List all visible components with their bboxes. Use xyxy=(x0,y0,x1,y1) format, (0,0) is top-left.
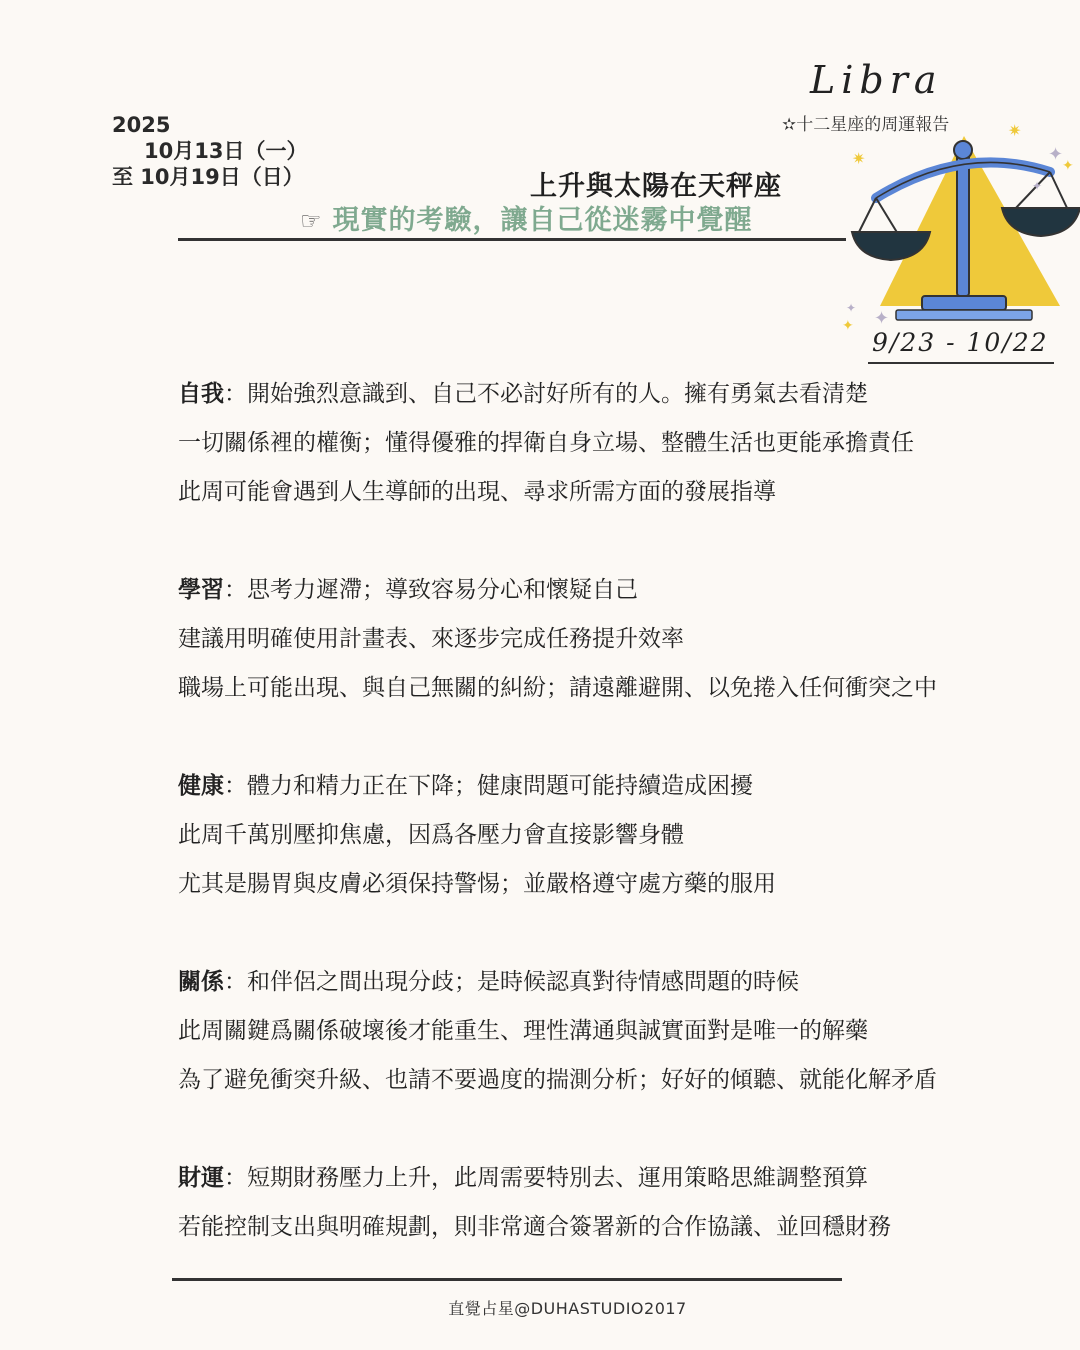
pointing-hand-icon: ☞ xyxy=(300,207,323,235)
sparkle-icon: ✦ xyxy=(842,318,854,334)
section-health xyxy=(178,762,1058,909)
sparkle-icon: ✷ xyxy=(1008,121,1022,140)
section-line: 建議用明確使用計畫表、來逐步完成任務提升效率 xyxy=(178,626,684,652)
forecast-content xyxy=(178,370,1058,1301)
section-label: 關係 xyxy=(178,969,224,995)
section-line xyxy=(178,762,1058,811)
section-line: 此周千萬別壓抑焦慮，因爲各壓力會直接影響身體 xyxy=(178,822,684,848)
sparkle-icon: ✷ xyxy=(852,149,866,168)
section-line: 一切關係裡的權衡；懂得優雅的捍衛自身立場、整體生活也更能承擔責任 xyxy=(178,430,914,456)
date-range: 9/23 - 10/22 xyxy=(872,328,1049,357)
section-line xyxy=(178,566,1058,615)
section-text: ：思考力遲滯；導致容易分心和懷疑自己 xyxy=(224,577,638,603)
section-self xyxy=(178,370,1058,517)
section-label: 健康 xyxy=(178,773,224,799)
section-text: ：開始強烈意識到、自己不必討好所有的人。擁有勇氣去看清楚 xyxy=(224,381,868,407)
subtitle-text: 現實的考驗，讓自己從迷霧中覺醒 xyxy=(332,205,753,236)
scale-base xyxy=(922,296,1006,310)
section-line xyxy=(178,370,1058,419)
sign-name: Libra xyxy=(810,58,943,102)
scale-top xyxy=(954,141,972,159)
sparkle-icon: ✦ xyxy=(874,308,890,329)
section-wealth xyxy=(178,1154,1058,1252)
date-to: 至 10月19日（日） xyxy=(112,165,304,189)
section-relationship xyxy=(178,958,1058,1105)
sparkle-icon: ✦ xyxy=(1062,158,1074,174)
header-divider xyxy=(178,238,846,241)
section-label: 自我 xyxy=(178,381,224,407)
section-line xyxy=(178,1154,1058,1203)
section-text: ：體力和精力正在下降；健康問題可能持續造成困擾 xyxy=(224,773,753,799)
footer-divider xyxy=(172,1278,842,1281)
footer-credit: 直覺占星@DUHASTUDIO2017 xyxy=(448,1299,687,1318)
section-text: ：和伴侶之間出現分歧；是時候認真對待情感問題的時候 xyxy=(224,969,799,995)
page-subtitle xyxy=(300,198,753,237)
balance-scale-icon xyxy=(836,116,1080,340)
date-from: 10月13日（一） xyxy=(144,139,308,163)
section-line: 若能控制支出與明確規劃，則非常適合簽署新的合作協議、並回穩財務 xyxy=(178,1214,891,1240)
sparkle-icon: ✦ xyxy=(1048,144,1064,165)
page-title: 上升與太陽在天秤座 xyxy=(530,171,782,202)
section-line: 此周可能會遇到人生導師的出現、尋求所需方面的發展指導 xyxy=(178,479,776,505)
section-text: ：短期財務壓力上升，此周需要特別去、運用策略思維調整預算 xyxy=(224,1165,868,1191)
date-range-underline xyxy=(868,362,1054,364)
section-line: 此周關鍵爲關係破壞後才能重生、理性溝通與誠實面對是唯一的解藥 xyxy=(178,1018,868,1044)
sparkle-icon: ✦ xyxy=(846,301,857,315)
section-study xyxy=(178,566,1058,713)
section-line: 尤其是腸胃與皮膚必須保持警惕；並嚴格遵守處方藥的服用 xyxy=(178,871,776,897)
year: 2025 xyxy=(112,113,171,137)
section-line xyxy=(178,958,1058,1007)
section-line: 為了避免衝突升級、也請不要過度的揣測分析；好好的傾聽、就能化解矛盾 xyxy=(178,1067,937,1093)
section-line: 職場上可能出現、與自己無關的糾紛；請遠離避開、以免捲入任何衝突之中 xyxy=(178,675,937,701)
date-block xyxy=(112,112,307,190)
section-label: 學習 xyxy=(178,577,224,603)
report-label: ✫十二星座的周運報告 xyxy=(782,115,950,135)
sparkle-icon: ✦ xyxy=(1032,179,1043,193)
section-label: 財運 xyxy=(178,1165,224,1191)
